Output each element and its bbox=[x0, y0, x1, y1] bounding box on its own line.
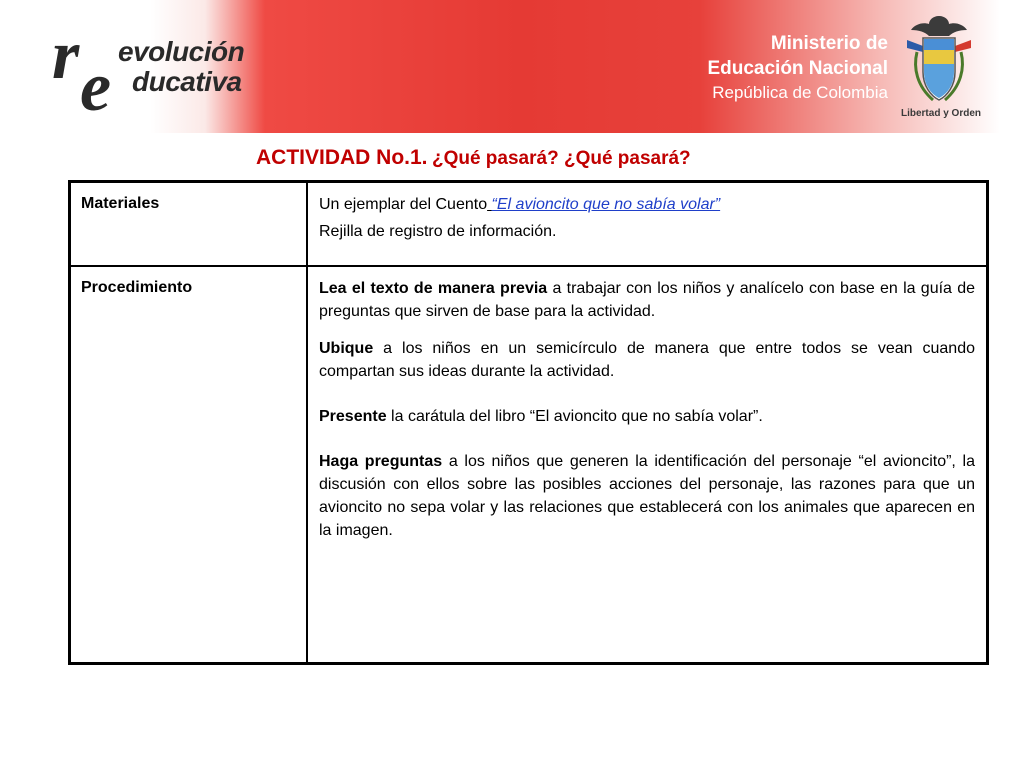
materials-line-1 bbox=[319, 193, 975, 216]
procedure-step-ask-text: a los niños que generen la identificación del personaje “el avioncito”, la discusión con ellos sobre las posibles acciones del personaje, las razones para que un avioncito no sepa volar y las relaciones que establecerá con los animales que aparecen en la imagen. bbox=[319, 452, 976, 539]
header-banner bbox=[0, 0, 1024, 133]
logo-word-educativa: ducativa bbox=[132, 66, 242, 97]
coat-of-arms-icon bbox=[893, 12, 985, 124]
revolucion-educativa-logo bbox=[52, 17, 272, 126]
activity-title-main: ACTIVIDAD No.1. bbox=[256, 146, 428, 169]
procedure-step-place bbox=[319, 337, 975, 383]
materials-book-prefix: Un ejemplar del Cuento bbox=[319, 196, 488, 213]
procedure-step-ask bbox=[319, 450, 975, 542]
logo-letter-r: r bbox=[52, 17, 80, 94]
ministry-line-3: República de Colombia bbox=[712, 83, 888, 102]
coat-of-arms-emblem bbox=[893, 12, 985, 108]
procedure-label: Procedimiento bbox=[70, 266, 308, 664]
coat-of-arms-motto: Libertad y Orden bbox=[900, 108, 981, 119]
ministry-line-2: Educación Nacional bbox=[707, 58, 888, 79]
table-row-procedimiento bbox=[70, 266, 988, 664]
procedure-step-ask-bold: Haga preguntas bbox=[319, 452, 443, 470]
table-row-materiales bbox=[70, 182, 988, 266]
ministry-name bbox=[707, 32, 888, 104]
materials-label: Materiales bbox=[70, 182, 308, 266]
procedure-step-place-text: a los niños en un semicírculo de manera que entre todos se vean cuando compartan sus ideas durante la actividad. bbox=[319, 339, 975, 380]
materials-line-2: Rejilla de registro de información. bbox=[319, 223, 557, 240]
procedure-step-read-text: a trabajar con los niños y analícelo con base en la guía de preguntas que sirven de base para la actividad. bbox=[319, 279, 975, 320]
procedure-step-read-bold: Lea el texto de manera previa bbox=[319, 279, 548, 297]
ministry-line-1: Ministerio de bbox=[770, 33, 888, 54]
procedure-step-place-bold: Ubique bbox=[319, 339, 374, 357]
logo-letter-e: e bbox=[80, 49, 112, 126]
activity-title bbox=[256, 146, 691, 170]
procedure-step-read bbox=[319, 277, 975, 323]
procedure-step-present bbox=[319, 405, 975, 428]
procedure-step-present-text: la carátula del libro “El avioncito que no sabía volar”. bbox=[386, 407, 763, 425]
procedure-step-present-bold: Presente bbox=[319, 407, 387, 425]
procedure-content bbox=[307, 266, 988, 664]
activity-title-sub: ¿Qué pasará? ¿Qué pasará? bbox=[431, 148, 691, 169]
materials-content bbox=[307, 182, 988, 266]
activity-table bbox=[68, 180, 989, 665]
logo-word-revolucion: evolución bbox=[118, 36, 245, 67]
book-title-link[interactable]: “El avioncito que no sabía volar” bbox=[491, 196, 721, 213]
